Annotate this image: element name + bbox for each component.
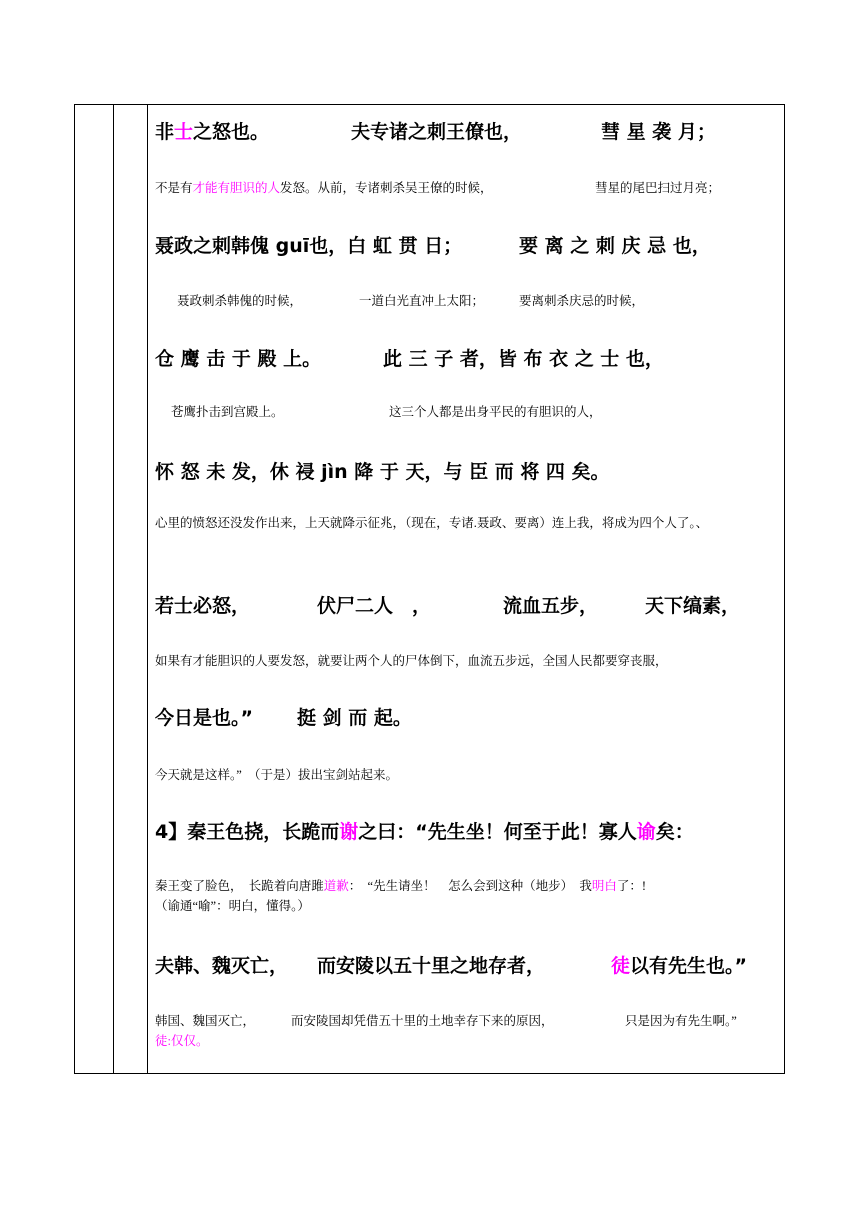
text-segment: 此 三 子 者，皆 布 衣 之 士 也， — [383, 348, 664, 370]
text-segment: 以有先生也。” — [630, 955, 748, 977]
text-segment: 秦王变了脸色， 长跪着向唐雎 — [155, 879, 324, 893]
highlight-word: 道歉 — [323, 879, 349, 893]
text-segment: 矣： — [655, 821, 694, 843]
column-divider-2 — [147, 105, 148, 1073]
text-segment: 夫专诸之刺王僚也， — [351, 121, 523, 143]
text-segment: 一道白光直冲上太阳； — [359, 294, 485, 308]
highlight-word: 谢 — [339, 821, 359, 843]
text-segment: 仓 鹰 击 于 殿 上。 — [155, 348, 322, 370]
text-segment: 之曰：“先生坐！何至于此！寡人 — [358, 821, 637, 843]
text-segment: 不是有 — [155, 181, 193, 195]
text-segment: 要 离 之 刺 庆 忌 也， — [519, 235, 711, 257]
highlight-word: 徒 — [611, 955, 631, 977]
text-segment: 如果有才能胆识的人要发怒，就要让两个人的尸体倒下，血流五步远，全国人民都要穿丧服， — [155, 654, 668, 668]
text-segment: 天下缟素， — [645, 595, 741, 617]
highlight-word: 谕 — [636, 821, 656, 843]
text-segment: 发怒。从前，专诸刺杀吴王僚的时候， — [280, 181, 493, 195]
highlight-word: 才能有胆识的人 — [192, 181, 281, 195]
text-segment: 彗 星 袭 月； — [601, 121, 716, 143]
text-segment: 苍鹰扑击到宫殿上。 — [171, 405, 284, 419]
text-segment: 今天就是这样。” （于是）拔出宝剑站起来。 — [155, 768, 399, 782]
text-segment: 之怒也。 — [193, 121, 270, 143]
text-segment: 心里的愤怒还没发作出来，上天就降示征兆，（现在，专诸.聂政、要离）连上我，将成为四个人了。、 — [155, 516, 709, 530]
text-segment: ： “先生请坐！ 怎么会到这种（地步） 我 — [348, 879, 592, 893]
text-segment: 聂政刺杀韩傀的时候， — [177, 294, 303, 308]
text-segment: 要离刺杀庆忌的时候， — [519, 294, 645, 308]
text-segment: （谕通“喻”：明白，懂得。） — [155, 899, 310, 913]
text-segment: 夫韩、魏灭亡， — [155, 955, 289, 977]
text-segment: 韩国、魏国灭亡， — [155, 1014, 256, 1028]
translation-line-4 — [155, 513, 780, 533]
text-segment: 流血五步， — [503, 595, 599, 617]
text-segment: 而安陵国却凭借五十里的土地幸存下来的原因， — [291, 1014, 554, 1028]
highlight-note: 徒:仅仅。 — [155, 1034, 209, 1048]
text-segment: 聂政之刺韩傀 guī也，白 虹 贯 日； — [155, 235, 463, 257]
text-segment: 而安陵以五十里之地存者， — [317, 955, 546, 977]
text-segment: 非 — [155, 121, 175, 143]
text-segment: 若士必怒， — [155, 595, 251, 617]
text-segment: 怀 怒 未 发，休 祲 jìn 降 于 天，与 臣 而 将 四 矣。 — [155, 461, 610, 483]
column-divider-1 — [113, 105, 114, 1073]
document-table — [74, 104, 785, 1074]
text-segment: 4】秦王色挠，长跪而 — [155, 821, 340, 843]
text-segment: 彗星的尾巴扫过月亮； — [595, 181, 721, 195]
text-segment: 只是因为有先生啊。” — [625, 1014, 737, 1028]
text-segment: 了：! — [616, 879, 647, 893]
text-segment: 伏尸二人 ， — [317, 595, 432, 617]
highlight-word: 士 — [174, 121, 194, 143]
text-segment: 这三个人都是出身平民的有胆识的人， — [389, 405, 602, 419]
text-segment: 今日是也。” — [155, 707, 253, 729]
text-segment: 挺 剑 而 起。 — [297, 707, 412, 729]
highlight-word: 明白 — [591, 879, 617, 893]
